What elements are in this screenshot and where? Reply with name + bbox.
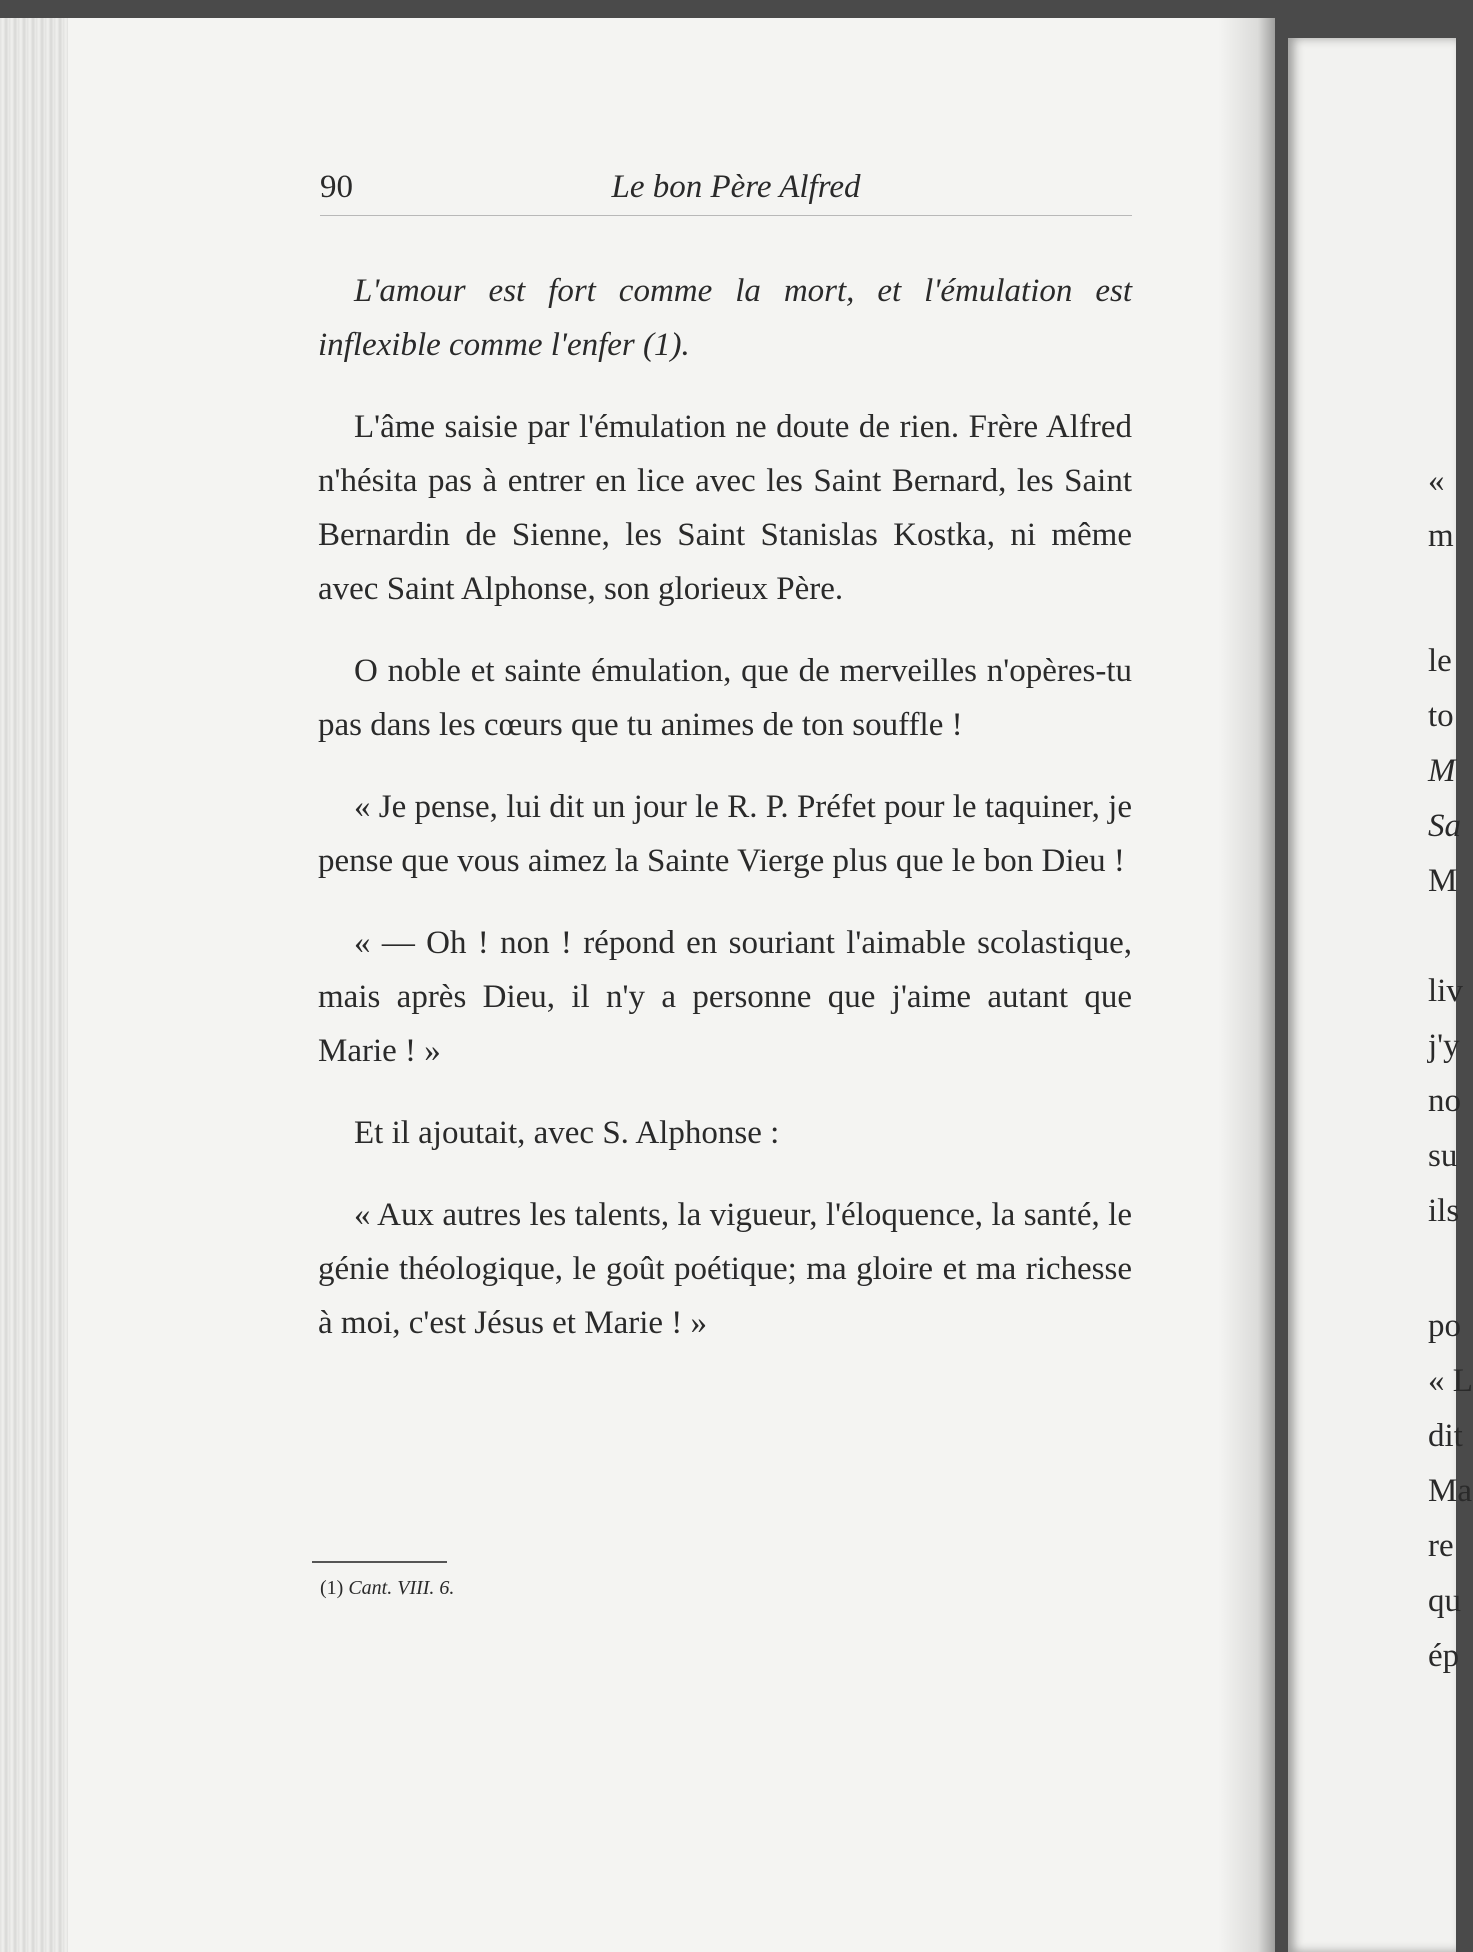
footnote-marker: (1) [320,1577,344,1599]
right-page-fragments [1288,38,1473,1952]
paragraph: « — Oh ! non ! répond en souriant l'aimable scolastique, mais après Dieu, il n'y a personne que j'aime autant que Marie ! » [318,925,1132,1069]
body-text [318,264,1132,1350]
fragment: liv [1428,973,1463,1009]
fragment: ils [1428,1193,1460,1229]
paragraph: O noble et sainte émulation, que de merveilles n'opères-tu pas dans les cœurs que tu animes de ton souffle ! [318,653,1132,743]
paragraph: L'âme saisie par l'émulation ne doute de rien. Frère Alfred n'hésita pas à entrer en lice avec les Saint Bernard, les Saint Bernardin de Sienne, les Saint Stanislas Kostka, ni même avec Saint Alphonse, son glorieux Père. [318,409,1132,607]
fragment: dit [1428,1418,1463,1454]
paragraph: « Aux autres les talents, la vigueur, l'éloquence, la santé, le génie théologique, le goût poétique; ma gloire et ma richesse à moi, c'est Jésus et Marie ! » [318,1197,1132,1341]
footnote-reference: Cant. VIII. 6. [348,1577,455,1599]
page-number: 90 [320,169,353,205]
fragment: Sa [1428,808,1461,844]
fragment: le [1428,643,1452,679]
running-title: Le bon Père Alfred [611,169,861,205]
fragment: re [1428,1528,1454,1564]
fragment: no [1428,1083,1461,1119]
footnote-rule [312,1561,447,1563]
paragraph: Et il ajoutait, avec S. Alphonse : [354,1115,780,1151]
fragment: M [1428,863,1458,899]
fragment: M [1428,753,1456,789]
gutter-shadow [1218,18,1275,1952]
fragment: ép [1428,1638,1460,1674]
fragment: Ma [1428,1473,1472,1509]
paragraph: « Je pense, lui dit un jour le R. P. Préfet pour le taquiner, je pense que vous aimez la Sainte Vierge plus que le bon Dieu ! [318,789,1132,879]
fragment: qu [1428,1583,1461,1619]
fragment: to [1428,698,1454,734]
running-header [320,165,1132,216]
fragment: m [1428,518,1454,554]
fragment: « [1428,463,1445,499]
fragment: po [1428,1308,1461,1344]
footnote [320,1577,454,1600]
paragraph-quote: L'amour est fort comme la mort, et l'émulation est inflexible comme l'enfer (1). [318,273,1132,363]
fragment: « L [1428,1363,1473,1399]
right-page [1288,38,1473,1952]
fragment: su [1428,1138,1458,1174]
page-edges [0,18,68,1952]
fragment: j'y [1428,1028,1460,1064]
